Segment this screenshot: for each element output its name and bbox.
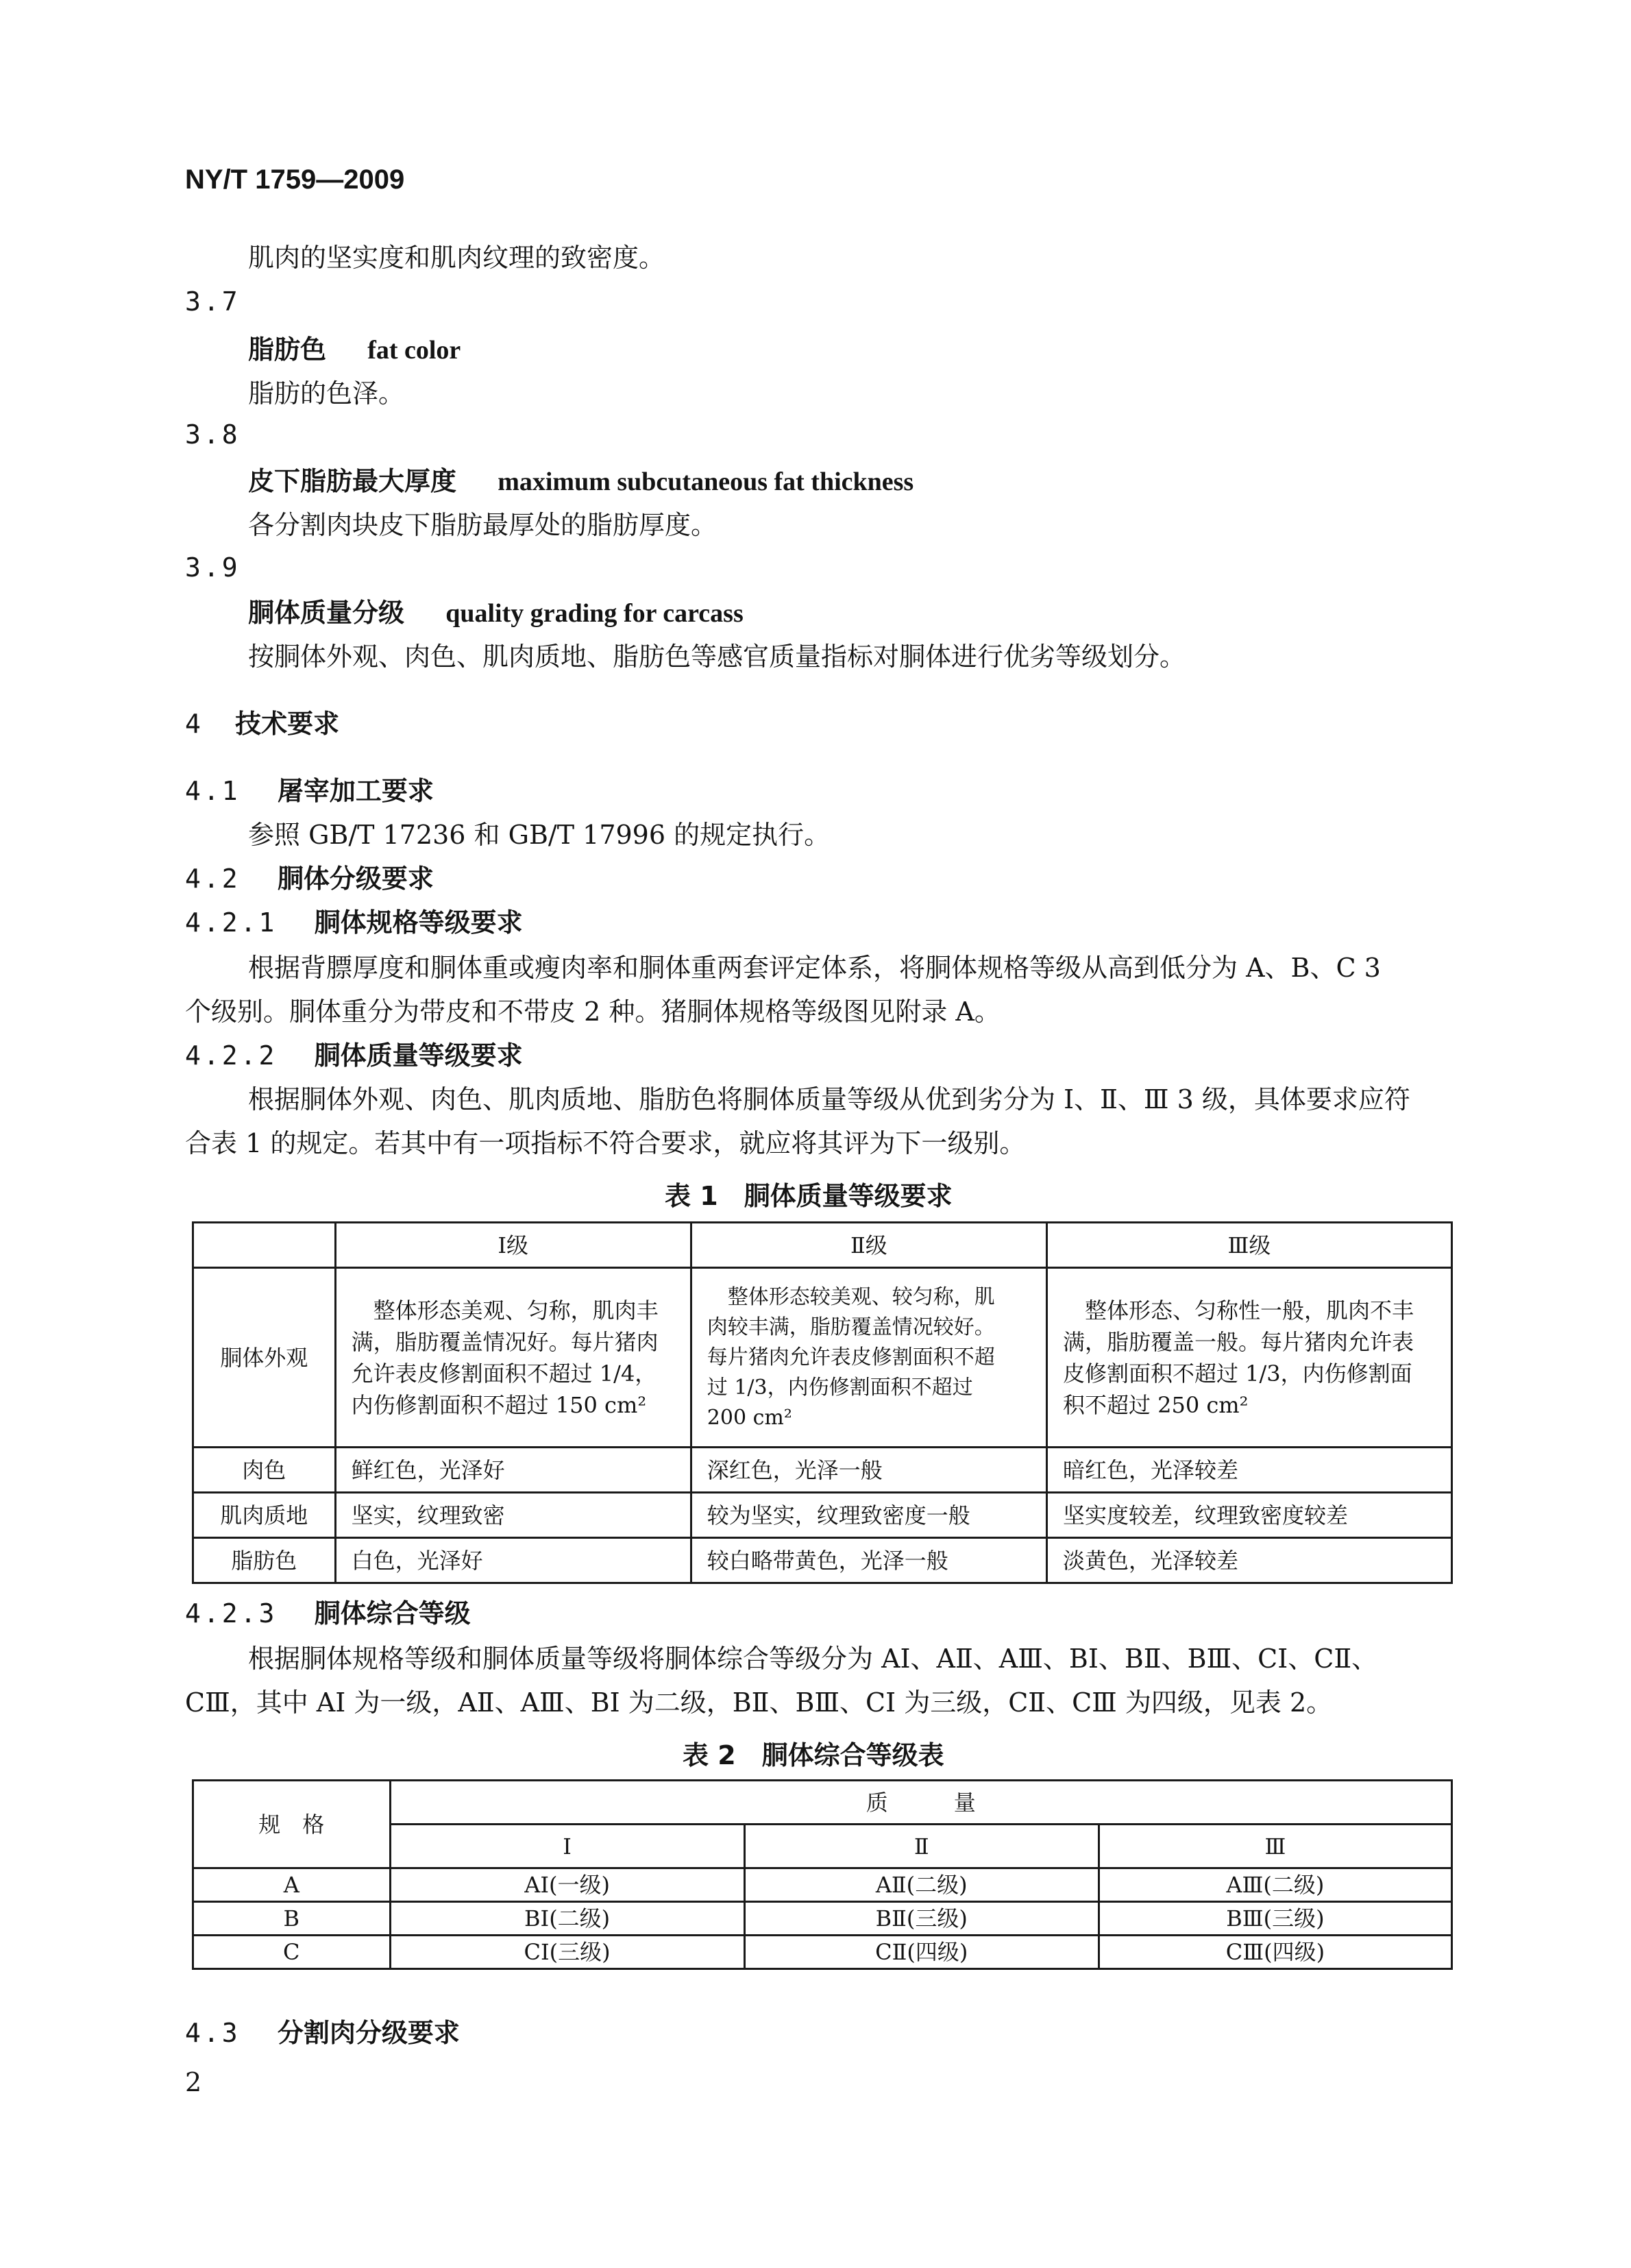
table-row (193, 1868, 1452, 1902)
chapter-heading (185, 707, 339, 740)
table-row (193, 1936, 1452, 1969)
table-cell (1046, 1268, 1451, 1448)
col-header: Ⅱ级 (691, 1223, 1046, 1268)
table-cell (691, 1268, 1046, 1448)
table-cell: BⅠ(二级) (390, 1902, 744, 1936)
cell-line: 满，脂肪覆盖情况好。每片猪肉 (351, 1328, 659, 1355)
table-row (193, 1902, 1452, 1936)
term-en: maximum subcutaneous fat thickness (498, 467, 914, 496)
table-cell: AⅠ(一级) (390, 1868, 744, 1902)
section-heading (185, 775, 434, 807)
section-number: 4.2.1 (185, 907, 278, 938)
table-header-row (193, 1223, 1452, 1268)
col-header: Ⅲ (1099, 1825, 1451, 1868)
col-header: Ⅱ (744, 1825, 1099, 1868)
col-header: Ⅲ级 (1046, 1223, 1451, 1268)
paragraph-line: CⅢ，其中 AⅠ 为一级，AⅡ、AⅢ、BⅠ 为二级，BⅡ、BⅢ、CⅠ 为三级，CⅡ、CⅢ 为四级，见表 2。 (185, 1687, 1333, 1718)
section-heading (185, 1039, 523, 1072)
table-cell: 较白略带黄色，光泽一般 (691, 1538, 1046, 1583)
row-header: 脂肪色 (193, 1538, 336, 1583)
paragraph-line: 根据背膘厚度和胴体重或瘦肉率和胴体重两套评定体系，将胴体规格等级从高到低分为 A、B、C 3 (248, 953, 1381, 983)
section-heading (185, 862, 434, 895)
section-heading (185, 1597, 471, 1630)
table-cell: BⅡ(三级) (744, 1902, 1099, 1936)
quality-grade-table (192, 1221, 1453, 1584)
table-corner (193, 1223, 336, 1268)
section-number: 4 (185, 709, 204, 739)
section-number: 4.2.3 (185, 1598, 278, 1629)
term-cn: 胴体质量分级 (248, 598, 405, 628)
table-cell: 坚实，纹理致密 (335, 1493, 691, 1538)
cell-line: 内伤修割面积不超过 150 cm² (351, 1391, 647, 1418)
section-number: 4.3 (185, 2018, 241, 2048)
section-title: 胴体规格等级要求 (314, 907, 523, 938)
section-title: 技术要求 (235, 709, 340, 739)
term-cn: 脂肪色 (248, 334, 327, 365)
cell-line: 过 1/3，内伤修割面积不超过 (707, 1375, 973, 1400)
table-cell: CⅡ(四级) (744, 1936, 1099, 1969)
paragraph: 肌肉的坚实度和肌肉纹理的致密度。 (248, 243, 665, 273)
table-cell: CⅢ(四级) (1099, 1936, 1451, 1969)
group-header: 质 量 (390, 1781, 1451, 1825)
row-header: B (193, 1902, 391, 1936)
paragraph-line: 根据胴体外观、肉色、肌肉质地、脂肪色将胴体质量等级从优到劣分为 Ⅰ、Ⅱ、Ⅲ 3 级，具体要求应符 (248, 1084, 1410, 1114)
row-header: 肌肉质地 (193, 1493, 336, 1538)
table-cell (335, 1268, 691, 1448)
paragraph-line: 合表 1 的规定。若其中有一项指标不符合要求，就应将其评为下一级别。 (185, 1128, 1026, 1158)
term-cn: 皮下脂肪最大厚度 (248, 466, 457, 496)
cell-line: 整体形态较美观、较匀称，肌 (707, 1284, 995, 1309)
definition: 按胴体外观、肉色、肌肉质地、脂肪色等感官质量指标对胴体进行优劣等级划分。 (248, 642, 1186, 672)
table-header-row (193, 1781, 1452, 1825)
table-row (193, 1538, 1452, 1583)
definition: 脂肪的色泽。 (248, 378, 405, 409)
row-header: 胴体外观 (193, 1268, 336, 1448)
table-row (193, 1268, 1452, 1448)
term-en: quality grading for carcass (445, 599, 744, 628)
col-header: Ⅰ (390, 1825, 744, 1868)
table-cell: BⅢ(三级) (1099, 1902, 1451, 1936)
col-header: Ⅰ级 (335, 1223, 691, 1268)
section-number: 3.7 (185, 286, 241, 317)
section-title: 分割肉分级要求 (277, 2018, 460, 2048)
table-cell: 白色，光泽好 (335, 1538, 691, 1583)
row-header: C (193, 1936, 391, 1969)
term-en: fat color (367, 336, 461, 365)
page-number: 2 (185, 2067, 202, 2097)
paragraph: 参照 GB/T 17236 和 GB/T 17996 的规定执行。 (248, 820, 831, 850)
paragraph-line: 根据胴体规格等级和胴体质量等级将胴体综合等级分为 AⅠ、AⅡ、AⅢ、BⅠ、BⅡ、BⅢ、CⅠ、CⅡ、 (248, 1644, 1378, 1674)
cell-line: 整体形态、匀称性一般，肌肉不丰 (1062, 1297, 1414, 1324)
table-cell: 较为坚实，纹理致密度一般 (691, 1493, 1046, 1538)
cell-line: 每片猪肉允许表皮修割面积不超 (707, 1345, 995, 1369)
section-title: 胴体综合等级 (314, 1598, 471, 1629)
row-header: 肉色 (193, 1448, 336, 1493)
table-caption: 表 2 胴体综合等级表 (683, 1740, 944, 1770)
term-heading (248, 333, 461, 367)
table-cell: 深红色，光泽一般 (691, 1448, 1046, 1493)
table-cell: AⅡ(二级) (744, 1868, 1099, 1902)
section-heading (185, 906, 523, 939)
table-cell: 坚实度较差，纹理致密度较差 (1046, 1493, 1451, 1538)
comprehensive-grade-table (192, 1779, 1453, 1970)
definition: 各分割肉块皮下脂肪最厚处的脂肪厚度。 (248, 510, 718, 540)
table-cell: 暗红色，光泽较差 (1046, 1448, 1451, 1493)
section-number: 4.2 (185, 864, 241, 894)
section-number: 4.2.2 (185, 1040, 278, 1071)
table-caption: 表 1 胴体质量等级要求 (665, 1181, 953, 1211)
term-heading (248, 465, 913, 498)
table-corner: 规 格 (193, 1781, 391, 1868)
cell-line: 整体形态美观、匀称，肌肉丰 (351, 1297, 659, 1324)
section-number: 3.8 (185, 419, 241, 450)
standard-code: NY/T 1759—2009 (185, 164, 405, 195)
section-number: 4.1 (185, 776, 241, 806)
row-header: A (193, 1868, 391, 1902)
cell-line: 满，脂肪覆盖一般。每片猪肉允许表 (1062, 1328, 1414, 1355)
section-title: 胴体质量等级要求 (314, 1040, 523, 1071)
cell-line: 积不超过 250 cm² (1062, 1391, 1249, 1418)
term-heading (248, 596, 744, 630)
table-cell: 鲜红色，光泽好 (335, 1448, 691, 1493)
cell-line: 允许表皮修割面积不超过 1/4， (351, 1360, 657, 1387)
table-row (193, 1493, 1452, 1538)
section-title: 胴体分级要求 (277, 864, 434, 894)
cell-line: 200 cm² (707, 1405, 792, 1430)
table-row (193, 1448, 1452, 1493)
section-number: 3.9 (185, 552, 241, 583)
section-heading (185, 2016, 460, 2049)
table-cell: CⅠ(三级) (390, 1936, 744, 1969)
cell-line: 皮修割面积不超过 1/3，内伤修割面 (1062, 1360, 1412, 1387)
section-title: 屠宰加工要求 (277, 776, 434, 806)
table-cell: AⅢ(二级) (1099, 1868, 1451, 1902)
cell-line: 肉较丰满，脂肪覆盖情况较好。 (707, 1315, 995, 1339)
paragraph-line: 个级别。胴体重分为带皮和不带皮 2 种。猪胴体规格等级图见附录 A。 (185, 997, 1001, 1027)
table-cell: 淡黄色，光泽较差 (1046, 1538, 1451, 1583)
